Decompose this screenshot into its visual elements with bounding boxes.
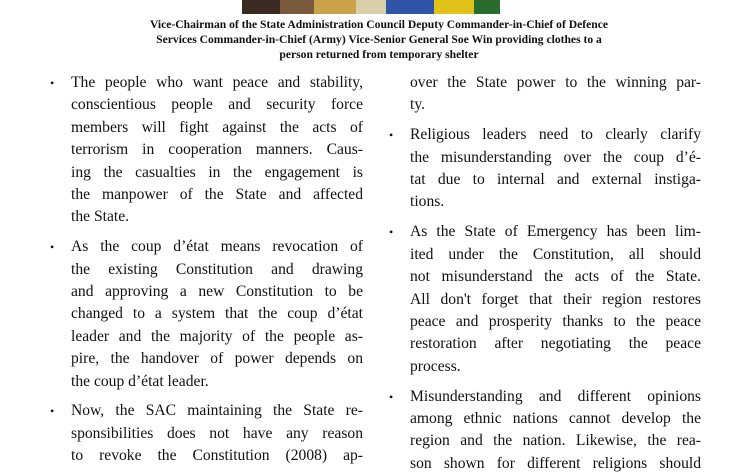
text-line: Misunderstanding and different opinions xyxy=(410,387,701,405)
text-line: ty. xyxy=(410,96,426,114)
bullet-item xyxy=(389,221,701,378)
photo-strip xyxy=(242,0,500,14)
text-line: ited under the Constitution, all should xyxy=(410,245,701,263)
text-line: tat due to internal and external instiga- xyxy=(410,171,701,189)
text-line: Now, the SAC maintaining the State re- xyxy=(71,402,363,420)
text-line: terrorism in cooperation manners. Caus- xyxy=(71,141,363,159)
text-line: tions. xyxy=(410,193,445,211)
text-line: leader and the majority of the people as- xyxy=(71,327,363,345)
text-line: changed to a system that the coup d’état xyxy=(71,305,363,323)
text-line: pire, the handover of power depends on xyxy=(71,350,363,368)
text-line: not misunderstand the acts of the State. xyxy=(410,268,701,286)
text-line: As the State of Emergency has been lim- xyxy=(410,223,701,241)
bullet-item xyxy=(389,386,701,475)
photo-caption xyxy=(60,17,698,63)
bullet-icon: • xyxy=(50,404,55,419)
text-line: ing the casualties in the engagement is xyxy=(71,163,363,181)
photo-segment xyxy=(242,0,280,14)
bullet-item xyxy=(389,124,701,214)
continued-paragraph xyxy=(410,72,701,117)
left-column xyxy=(50,72,363,468)
bullet-item xyxy=(50,400,363,467)
photo-segment xyxy=(386,0,434,14)
bullet-item xyxy=(50,72,363,229)
bullet-icon: • xyxy=(50,76,55,90)
text-line: sponsibilities does not have any reason xyxy=(71,424,363,442)
photo-segment xyxy=(474,0,500,14)
text-line: members will fight against the acts of xyxy=(71,118,363,136)
text-line: The people who want peace and stability, xyxy=(71,74,363,91)
text-line: All don't forget that their region restores xyxy=(410,290,701,308)
photo-segment xyxy=(280,0,314,14)
caption-line: person returned from temporary shelter xyxy=(279,48,479,62)
text-line: the existing Constitution and drawing xyxy=(71,260,363,278)
text-line: son shown for different religions should xyxy=(410,454,701,472)
text-line: the manpower of the State and affected xyxy=(71,185,363,203)
text-line: region and the nation. Likewise, the rea- xyxy=(410,432,701,450)
text-line: As the coup d’état means revocation of xyxy=(71,238,363,256)
bullet-icon: • xyxy=(50,240,55,255)
bullet-icon: • xyxy=(389,128,394,143)
text-line: Religious leaders need to clearly clarify xyxy=(410,126,701,144)
bullet-item xyxy=(50,236,363,393)
text-line: process. xyxy=(410,357,461,375)
text-line: the coup d’état leader. xyxy=(71,372,209,390)
text-line: peace and prosperity thanks to the peace xyxy=(410,312,701,330)
bullet-icon: • xyxy=(389,389,394,404)
text-line: over the State power to the winning par- xyxy=(410,74,701,91)
text-line: restoration after negotiating the peace xyxy=(410,335,701,353)
right-column xyxy=(389,72,701,475)
caption-line: Services Commander-in-Chief (Army) Vice-Senior General Soe Win providing clothes to a xyxy=(156,33,602,47)
bullet-icon: • xyxy=(389,225,394,240)
photo-segment xyxy=(434,0,474,14)
text-line: and approving a new Constitution to be xyxy=(71,283,363,301)
text-line: to revoke the Constitution (2008) ap- xyxy=(71,447,363,465)
text-line: the State. xyxy=(71,208,130,226)
photo-segment xyxy=(356,0,386,14)
text-line: the misunderstanding over the coup d’é- xyxy=(410,148,701,166)
text-line: among ethnic nations cannot develop the xyxy=(410,409,701,427)
photo-segment xyxy=(314,0,356,14)
text-line: conscientious people and security force xyxy=(71,96,363,114)
caption-line: Vice-Chairman of the State Administration Council Deputy Commander-in-Chief of Defence xyxy=(149,18,608,31)
